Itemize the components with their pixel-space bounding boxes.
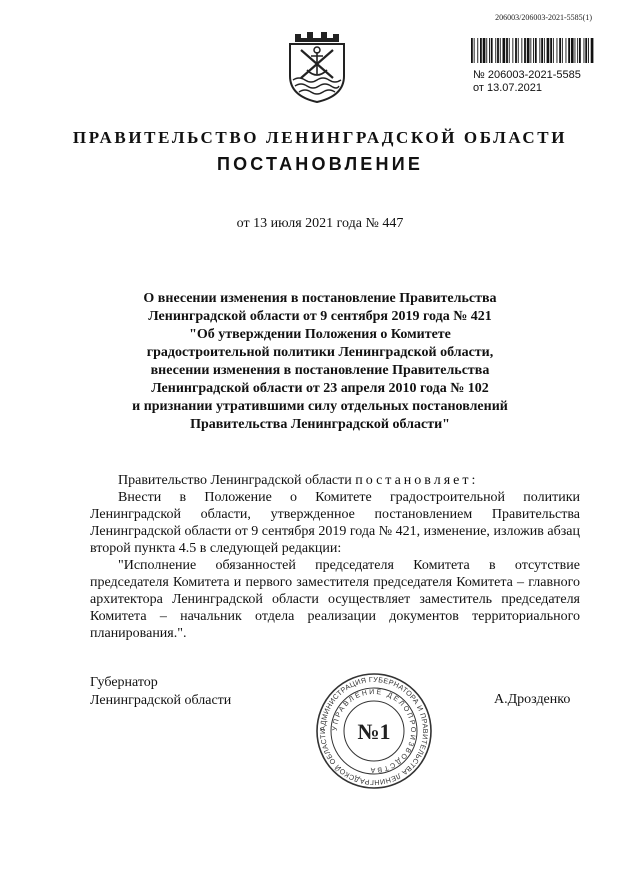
signer-name: А.Дрозденко xyxy=(494,692,571,707)
signer-position xyxy=(90,674,231,710)
barcode-bar xyxy=(515,38,517,63)
signer-position-line: Губернатор xyxy=(90,675,158,690)
barcode-bar xyxy=(547,38,550,63)
subject-line: Правительства Ленинградской области" xyxy=(190,417,450,432)
registration-date: от 13.07.2021 xyxy=(473,82,543,94)
subject-line: Ленинградской области от 23 апреля 2010 года № 102 xyxy=(151,381,489,396)
barcode-bar xyxy=(527,38,530,63)
barcode-bar xyxy=(480,38,482,63)
barcode-bar xyxy=(577,38,578,63)
barcode-bar xyxy=(486,38,487,63)
barcode-bar xyxy=(591,38,594,63)
barcode-bar xyxy=(474,38,475,63)
government-title: ПРАВИТЕЛЬСТВО ЛЕНИНГРАДСКОЙ ОБЛАСТИ xyxy=(72,128,568,147)
barcode-bar xyxy=(518,38,519,63)
signer-position-line: Ленинградской области xyxy=(90,693,232,708)
registration-number: № 206003-2021-5585 xyxy=(473,69,581,81)
barcode-bar xyxy=(550,38,552,63)
document-type: ПОСТАНОВЛЕНИЕ xyxy=(216,154,424,174)
barcode-bar xyxy=(553,38,554,63)
barcode-bar xyxy=(588,38,589,63)
registration-info xyxy=(473,69,581,95)
stamp-inner-text: УПРАВЛЕНИЕ ДЕЛОПРОИЗВОДСТВА xyxy=(331,688,417,774)
barcode-bar xyxy=(509,38,510,63)
barcode-bar xyxy=(575,38,576,63)
barcode-bar xyxy=(500,38,501,63)
barcode-bar xyxy=(544,38,545,63)
barcode-bar xyxy=(535,38,537,63)
document-date: от 13 июля 2021 года № 447 xyxy=(236,216,404,231)
barcode-bar xyxy=(562,38,563,63)
barcode-bar xyxy=(579,38,581,63)
barcode-bar xyxy=(530,38,531,63)
barcode-bar xyxy=(471,38,473,63)
barcode-bar xyxy=(571,38,574,63)
paragraph-1: Внести в Положение о Комитете градостроительной политики Ленинградской области, утвержденное постановлением Правительства Ленинградской области от 9 сентября 2019 года № 421, изменение, изложив абзац второй пункта 4.5 в следующей редакции: xyxy=(90,490,580,556)
barcode-bar xyxy=(524,38,526,63)
stamp-center-label: №1 xyxy=(357,719,391,744)
subject-line: внесении изменения в постановление Правительства xyxy=(150,363,490,378)
barcode-bar xyxy=(584,38,585,63)
subject-line: градостроительной политики Ленинградской области, xyxy=(146,345,494,360)
barcode-bar xyxy=(512,38,513,63)
barcode-bar xyxy=(585,38,587,63)
barcode-bar xyxy=(533,38,534,63)
subject-line: "Об утверждении Положения о Комитете xyxy=(189,327,451,342)
subject-line: Ленинградской области от 9 сентября 2019 года № 421 xyxy=(148,309,492,324)
barcode-bar xyxy=(559,38,561,63)
barcode-bar xyxy=(568,38,570,63)
barcode-bar xyxy=(557,38,558,63)
barcode-bar xyxy=(477,38,478,63)
subject-line: О внесении изменения в постановление Правительства xyxy=(143,291,497,306)
subject-line: и признании утратившими силу отдельных постановлений xyxy=(132,399,508,414)
barcode-bar xyxy=(497,38,499,63)
document-subject xyxy=(100,290,540,434)
barcode-bar xyxy=(483,38,486,63)
barcode-bar xyxy=(566,38,567,63)
preamble-prefix: Правительство Ленинградской области xyxy=(118,473,356,488)
barcode-bar xyxy=(521,38,522,63)
barcode xyxy=(471,38,595,63)
barcode-bar xyxy=(506,38,508,63)
barcode-bar xyxy=(539,38,540,63)
official-stamp xyxy=(315,672,433,790)
barcode-bar xyxy=(489,38,490,63)
barcode-bar xyxy=(491,38,493,63)
stamp-outer-text: АДМИНИСТРАЦИЯ ГУБЕРНАТОРА И ПРАВИТЕЛЬСТВА ЛЕНИНГРАДСКОЙ ОБЛАСТИ xyxy=(317,674,431,788)
barcode-bar xyxy=(503,38,506,63)
document-body xyxy=(90,472,580,642)
paragraph-2: "Исполнение обязанностей председателя Комитета в отсутствие председателя Комитета и первого заместителя председателя Комитета – главного архитектора Ленинградской области осуществляет заместитель председателя Комитета – начальник отдела реализации документов территориального планирования.". xyxy=(90,558,580,641)
preamble xyxy=(90,472,580,489)
barcode-bar xyxy=(541,38,543,63)
preamble-verb: постановляет xyxy=(355,473,472,488)
preamble-suffix: : xyxy=(471,473,476,488)
coat-of-arms-icon xyxy=(285,30,349,104)
barcode-bar xyxy=(495,38,496,63)
document-code: 206003/206003-2021-5585(1) xyxy=(495,13,592,22)
